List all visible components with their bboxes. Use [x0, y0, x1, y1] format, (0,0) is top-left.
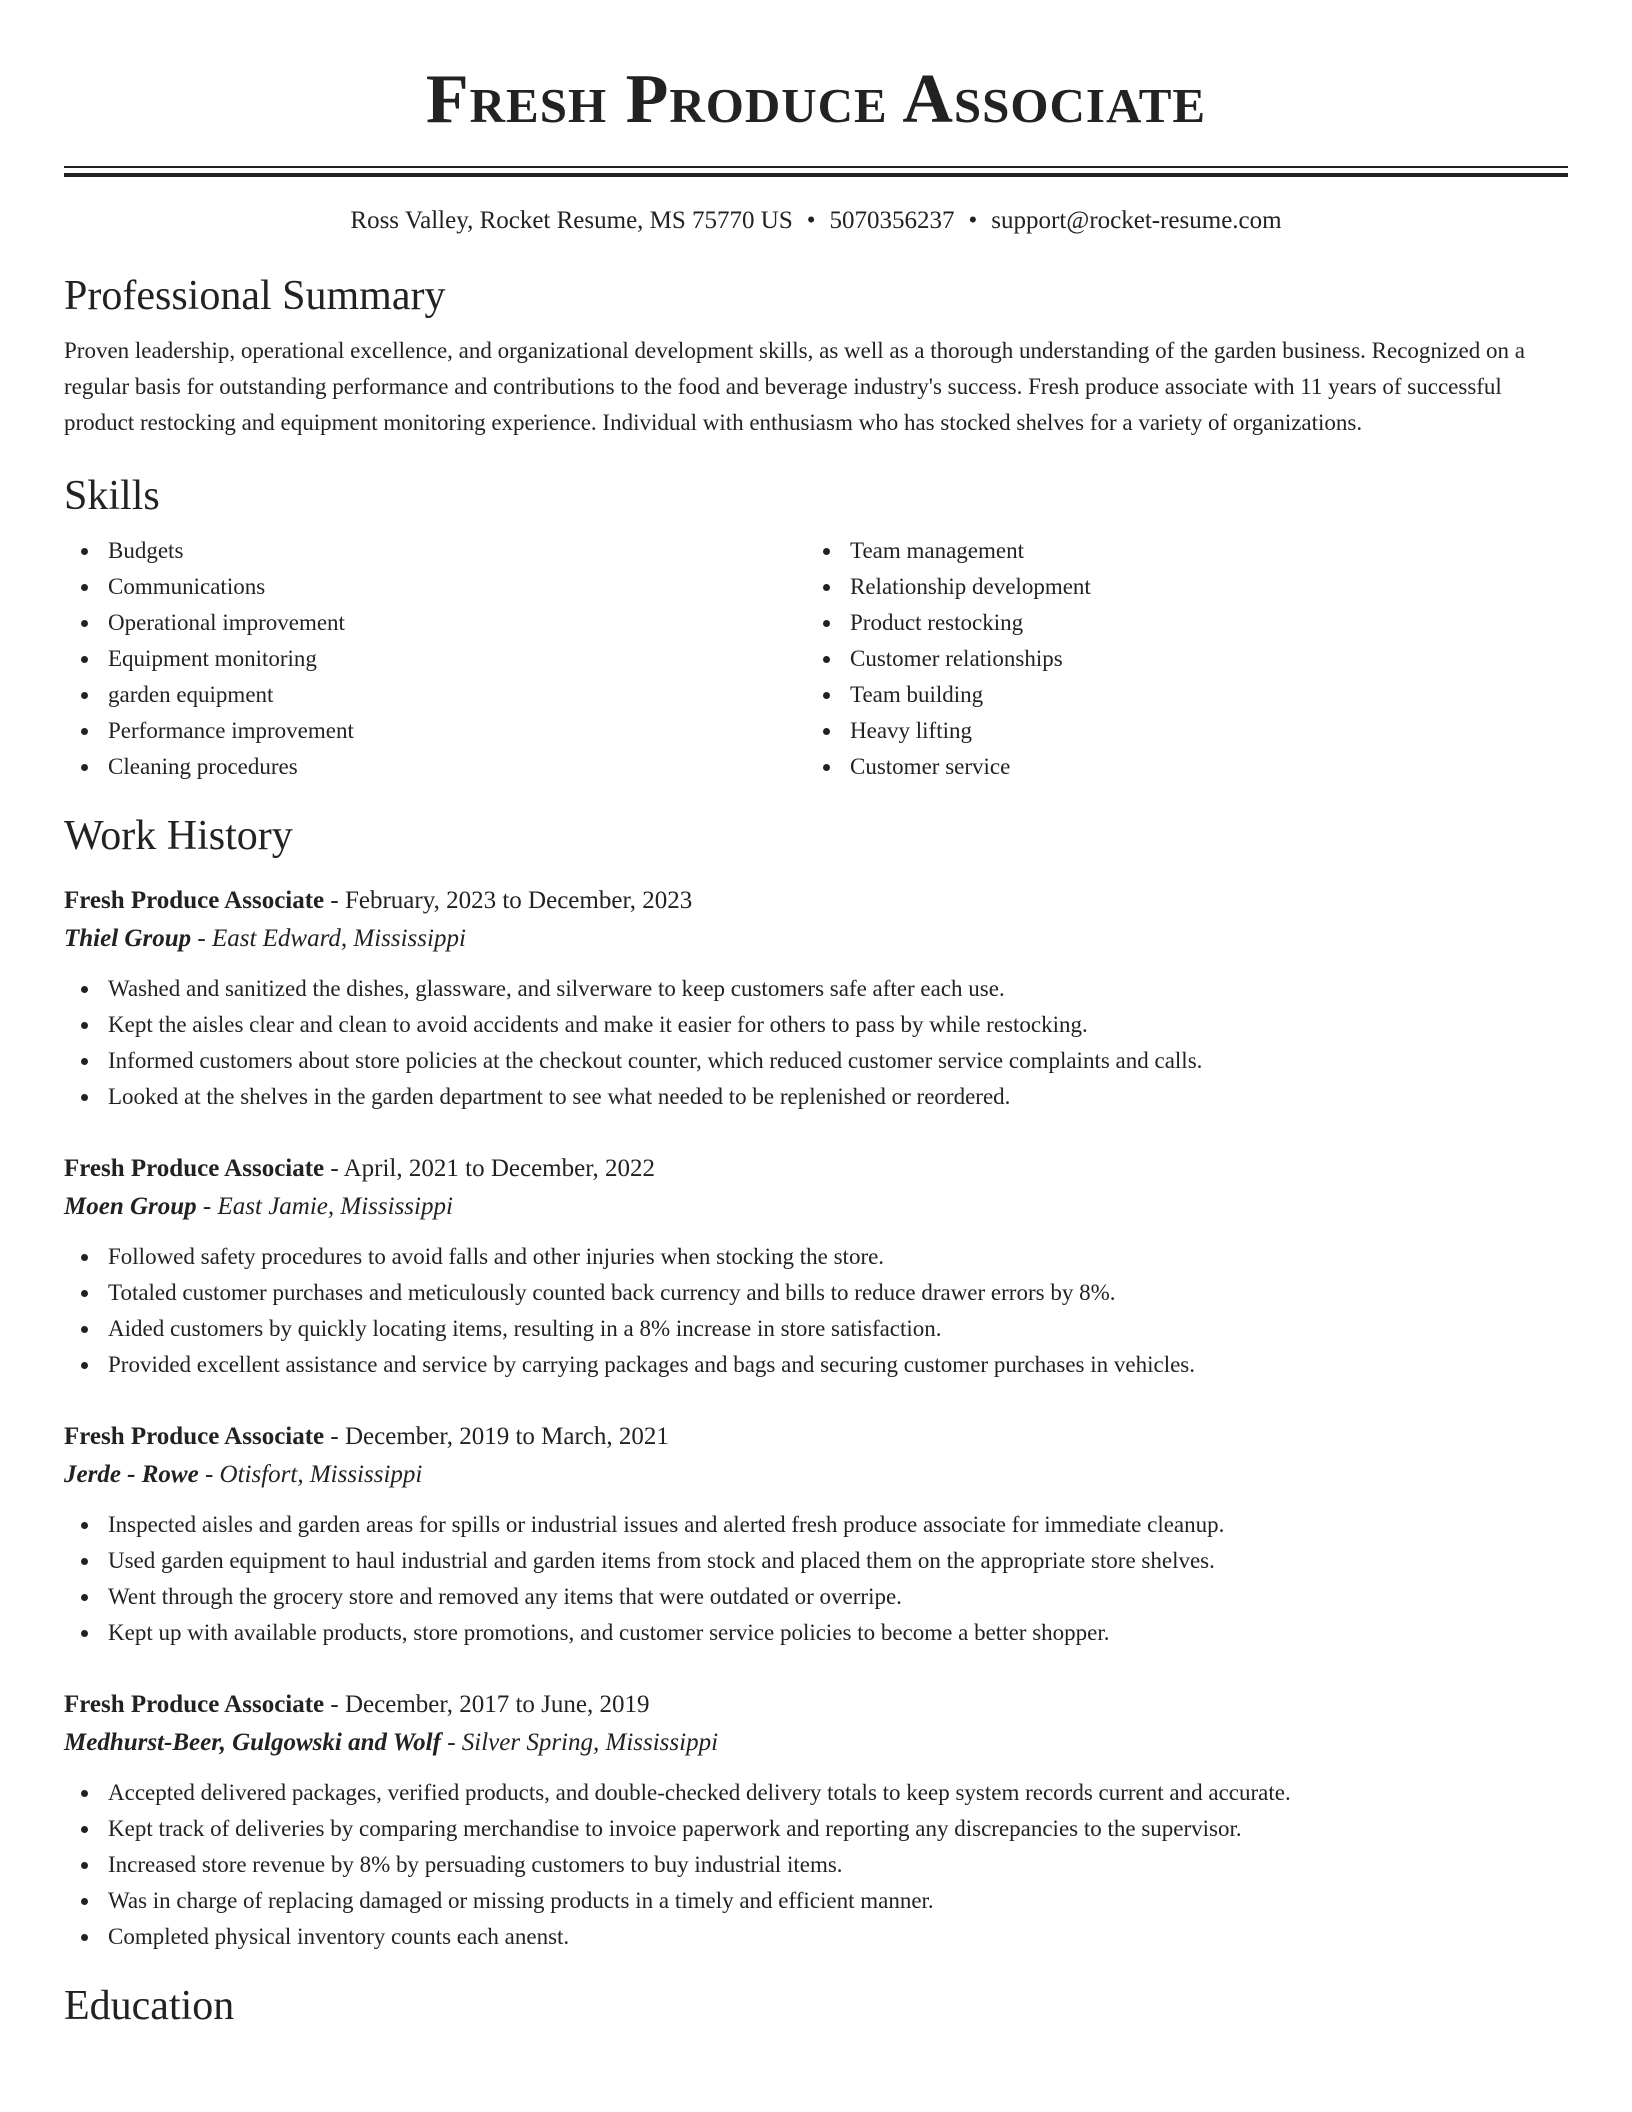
- company-dash: -: [191, 925, 212, 952]
- job-dates: April, 2021 to December, 2022: [343, 1155, 656, 1182]
- job-header: [64, 883, 1568, 919]
- skills-columns: [64, 533, 1568, 785]
- job-dates: December, 2017 to June, 2019: [344, 1691, 650, 1718]
- job-duties: [64, 1239, 1568, 1383]
- job-duty-item: Used garden equipment to haul industrial and garden items from stock and placed them on the appropriate store shelves.: [64, 1543, 1568, 1579]
- job-duty-item: Followed safety procedures to avoid falls and other injuries when stocking the store.: [64, 1239, 1568, 1275]
- skill-item: Relationship development: [806, 569, 1548, 605]
- job-duty-item: Provided excellent assistance and service by carrying packages and bags and securing customer purchases in vehicles.: [64, 1347, 1568, 1383]
- job-duty-item: Looked at the shelves in the garden department to see what needed to be replenished or reordered.: [64, 1079, 1568, 1115]
- job-dash: -: [324, 887, 345, 914]
- job-company-line: [64, 919, 1568, 959]
- job-company-line: [64, 1187, 1568, 1227]
- skill-item: Product restocking: [806, 605, 1548, 641]
- summary-text: Proven leadership, operational excellence, and organizational development skills, as well as a thorough understanding of the garden business. Recognized on a regular basis for outstanding performance and contributions to the food and beverage industry's success. Fresh produce associate with 11 years of successful product restocking and equipment monitoring experience. Individual with enthusiasm who has stocked shelves for a variety of organizations.: [64, 338, 1525, 435]
- job-title: Fresh Produce Associate: [64, 1691, 325, 1718]
- job-duties: [64, 1507, 1568, 1651]
- job-duties: [64, 1775, 1568, 1955]
- job-dash: -: [324, 1691, 345, 1718]
- resume-title: Fresh Produce Associate: [425, 61, 1207, 138]
- job-header: [64, 1151, 1568, 1187]
- skill-item: Performance improvement: [64, 713, 806, 749]
- contact-email[interactable]: support@rocket-resume.com: [991, 207, 1282, 234]
- skill-item: Cleaning procedures: [64, 749, 806, 785]
- job-entry: [64, 883, 1568, 1115]
- job-entry: [64, 1151, 1568, 1383]
- job-dash: -: [324, 1155, 344, 1182]
- job-header: [64, 1419, 1568, 1455]
- job-duty-item: Informed customers about store policies at the checkout counter, which reduced customer service complaints and calls.: [64, 1043, 1568, 1079]
- job-duty-item: Washed and sanitized the dishes, glassware, and silverware to keep customers safe after each use.: [64, 971, 1568, 1007]
- job-duty-item: Kept track of deliveries by comparing merchandise to invoice paperwork and reporting any discrepancies to the supervisor.: [64, 1811, 1568, 1847]
- job-duty-item: Went through the grocery store and removed any items that were outdated or overripe.: [64, 1579, 1568, 1615]
- job-duty-item: Kept the aisles clear and clean to avoid accidents and make it easier for others to pass by while restocking.: [64, 1007, 1568, 1043]
- job-entry: [64, 1419, 1568, 1651]
- job-title: Fresh Produce Associate: [64, 1155, 325, 1182]
- company-dash: -: [198, 1461, 220, 1488]
- skill-item: Customer service: [806, 749, 1548, 785]
- job-duty-item: Accepted delivered packages, verified products, and double-checked delivery totals to keep system records current and accurate.: [64, 1775, 1568, 1811]
- skills-heading: Skills: [64, 473, 160, 519]
- job-title: Fresh Produce Associate: [64, 1423, 325, 1450]
- education-heading: Education: [64, 1983, 235, 2029]
- skill-item: Communications: [64, 569, 806, 605]
- resume-page: [64, 0, 1568, 2031]
- contact-separator: •: [968, 207, 978, 234]
- skill-item: Team management: [806, 533, 1548, 569]
- company-name: Jerde - Rowe: [64, 1461, 199, 1488]
- company-dash: -: [196, 1193, 218, 1220]
- job-dates: December, 2019 to March, 2021: [344, 1423, 669, 1450]
- skill-item: Team building: [806, 677, 1548, 713]
- job-duties: [64, 971, 1568, 1115]
- company-name: Moen Group: [64, 1193, 197, 1220]
- job-dates: February, 2023 to December, 2023: [344, 887, 693, 914]
- company-location: East Jamie, Mississippi: [217, 1193, 453, 1220]
- skill-item: garden equipment: [64, 677, 806, 713]
- job-company-line: [64, 1455, 1568, 1495]
- work-history-heading: Work History: [64, 813, 293, 859]
- contact-phone: 5070356237: [829, 207, 955, 234]
- company-name: Thiel Group: [64, 925, 192, 952]
- skill-item: Equipment monitoring: [64, 641, 806, 677]
- summary-heading: Professional Summary: [64, 273, 446, 319]
- job-header: [64, 1687, 1568, 1723]
- skill-item: Operational improvement: [64, 605, 806, 641]
- job-dash: -: [324, 1423, 345, 1450]
- company-name: Medhurst-Beer, Gulgowski and Wolf: [64, 1729, 441, 1756]
- contact-address: Ross Valley, Rocket Resume, MS 75770 US: [350, 207, 793, 234]
- skill-item: Budgets: [64, 533, 806, 569]
- title-divider: [64, 166, 1568, 177]
- skill-item: Heavy lifting: [806, 713, 1548, 749]
- job-duty-item: Aided customers by quickly locating items, resulting in a 8% increase in store satisfaction.: [64, 1311, 1568, 1347]
- company-location: Silver Spring, Mississippi: [461, 1729, 719, 1756]
- job-duty-item: Totaled customer purchases and meticulously counted back currency and bills to reduce drawer errors by 8%.: [64, 1275, 1568, 1311]
- contact-separator: •: [806, 207, 816, 234]
- skill-item: Customer relationships: [806, 641, 1548, 677]
- job-title: Fresh Produce Associate: [64, 887, 325, 914]
- skills-list-left: [64, 533, 806, 785]
- job-company-line: [64, 1723, 1568, 1763]
- job-duty-item: Completed physical inventory counts each anenst.: [64, 1919, 1568, 1955]
- job-duty-item: Inspected aisles and garden areas for spills or industrial issues and alerted fresh produce associate for immediate cleanup.: [64, 1507, 1568, 1543]
- company-location: East Edward, Mississippi: [211, 925, 466, 952]
- job-duty-item: Increased store revenue by 8% by persuading customers to buy industrial items.: [64, 1847, 1568, 1883]
- company-dash: -: [440, 1729, 462, 1756]
- contact-line: [64, 205, 1568, 237]
- job-duty-item: Was in charge of replacing damaged or missing products in a timely and efficient manner.: [64, 1883, 1568, 1919]
- skills-list-right: [806, 533, 1548, 785]
- work-history-list: [64, 883, 1568, 1955]
- company-location: Otisfort, Mississippi: [219, 1461, 423, 1488]
- job-duty-item: Kept up with available products, store promotions, and customer service policies to become a better shopper.: [64, 1615, 1568, 1651]
- job-entry: [64, 1687, 1568, 1955]
